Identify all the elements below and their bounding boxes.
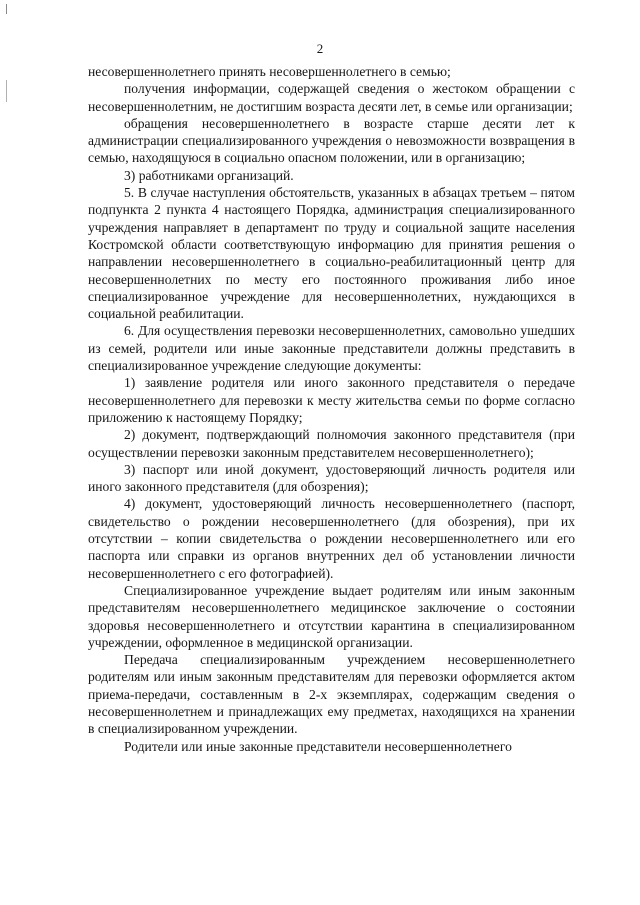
scan-edge-mark bbox=[6, 80, 7, 102]
scan-edge-mark bbox=[6, 4, 7, 14]
paragraph: несовершеннолетнего принять несовершеннолетнего в семью; bbox=[88, 64, 451, 79]
paragraph: 3) работниками организаций. bbox=[124, 167, 294, 183]
page-number: 2 bbox=[316, 41, 324, 56]
paragraph: Специализированное учреждение выдает родителям или иным законным представителям несовершеннолетнего медицинское заключение о состоянии здоровья несовершеннолетнего и отсутствии карантина в специализированном учреждении, оформленное в медицинской организации. bbox=[88, 582, 575, 650]
paragraph: 2) документ, подтверждающий полномочия законного представителя (при осуществлении перевозки законным представителем несовершеннолетнего); bbox=[88, 427, 575, 460]
paragraph: получения информации, содержащей сведения о жестоком обращении с несовершеннолетним, не достигшим возраста десяти лет, в семье или организации; bbox=[88, 81, 575, 114]
paragraph: 4) документ, удостоверяющий личность несовершеннолетнего (паспорт, свидетельство о рождении несовершеннолетнего (для обозрения), при их отсутствии – копии свидетельства о рождении несовершеннолетнего или его паспорта или справки из органов внутренних дел об установлении личности несовершеннолетнего с его фотографией). bbox=[88, 496, 575, 581]
document-body bbox=[88, 63, 575, 755]
paragraph: 5. В случае наступления обстоятельств, указанных в абзацах третьем – пятом подпункта 2 пункта 4 настоящего Порядка, администрация специализированного учреждения направляет в департамент по труду и социальной защите населения Костромской области соответствующую информацию для принятия решения о направлении несовершеннолетнего в социально-реабилитационный центр для несовершеннолетних по месту его постоянного проживания либо иное специализированное учреждение для несовершеннолетних, нуждающихся в социальной реабилитации. bbox=[88, 185, 575, 322]
paragraph: 3) паспорт или иной документ, удостоверяющий личность родителя или иного законного представителя (для обозрения); bbox=[88, 461, 575, 495]
paragraph: обращения несовершеннолетнего в возрасте старше десяти лет к администрации специализированного учреждения о невозможности возвращения в семью, находящуюся в социально опасном положении, или в организацию; bbox=[88, 115, 575, 166]
paragraph: Передача специализированным учреждением несовершеннолетнего родителям или иным законным представителям для перевозки оформляется актом приема-передачи, составленным в 2-х экземплярах, содержащим сведения о несовершеннолетнем и принадлежащих ему предметах, находящихся на хранении в специализированном учреждении. bbox=[88, 652, 575, 737]
paragraph: Родители или иные законные представители несовершеннолетнего bbox=[124, 738, 512, 754]
paragraph: 1) заявление родителя или иного законного представителя о передаче несовершеннолетнего для перевозки к месту жительства семьи по форме согласно приложению к настоящему Порядку; bbox=[88, 375, 575, 425]
paragraph: 6. Для осуществления перевозки несовершеннолетних, самовольно ушедших из семей, родители или иные законные представители должны представить в специализированное учреждение следующие документы: bbox=[88, 323, 575, 374]
